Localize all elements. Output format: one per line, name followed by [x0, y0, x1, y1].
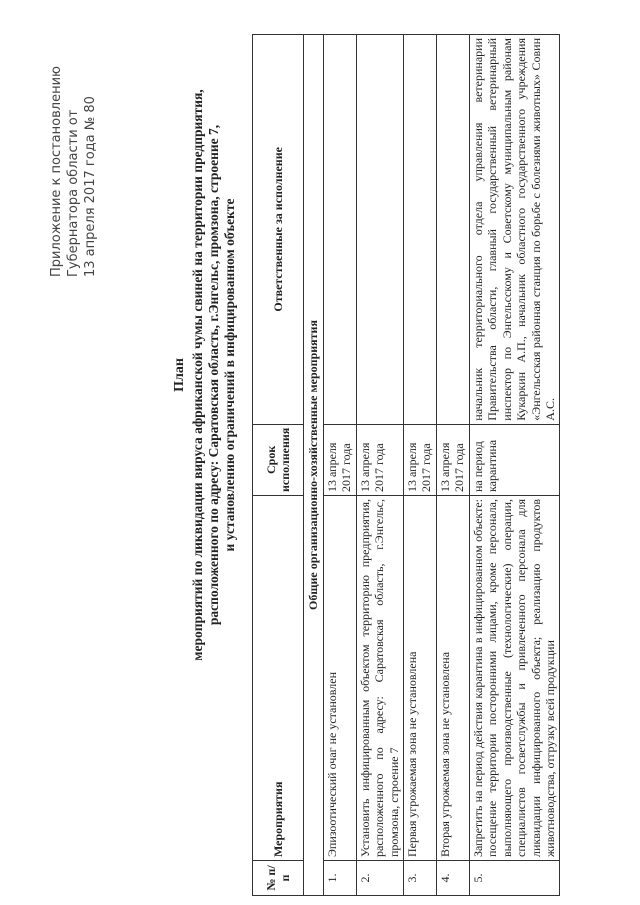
- row-due: 13 апреля 2017 года: [356, 424, 403, 495]
- title-line-2: расположенного по адресу: Саратовская область, г.Энгельс, промзона, строение 7,: [206, 124, 221, 626]
- appendix-line-3: 13 апреля 2017 года № 80: [83, 96, 98, 277]
- row-responsible: [323, 35, 356, 425]
- row-responsible: [356, 35, 403, 425]
- table-row: [469, 35, 559, 896]
- table-row: [403, 35, 436, 896]
- appendix-note: [48, 7, 99, 277]
- row-action: Установить инфицированным объектом территорию предприятия, расположенного по адресу: Саратовская область, г.Энгельс, промзона, строение 7: [356, 496, 403, 861]
- row-responsible: начальник территориального отдела управления ветеринарии Правительства области, главный государственный ветеринарный инспектор по Энгельсскому и Советскому муниципальным районам Кукаркин А.П., начальник областного государственного учреждения «Энгельсская районная станция по борьбе с болезнями животных» Совин А.С.: [469, 35, 559, 425]
- table-row: [323, 35, 356, 896]
- header-num: № п/п: [253, 861, 304, 896]
- header-due: Срок исполнения: [253, 424, 304, 495]
- plan-table: [252, 34, 560, 896]
- row-responsible: [403, 35, 436, 425]
- row-action: Первая угрожаемая зона не установлена: [403, 496, 436, 861]
- row-action: Вторая угрожаемая зона не установлена: [436, 496, 469, 861]
- header-action: Мероприятия: [253, 496, 304, 861]
- table-row: [356, 35, 403, 896]
- row-due: 13 апреля 2017 года: [323, 424, 356, 495]
- row-num: 2.: [356, 861, 403, 896]
- section-title: Общие организационно-хозяйственные мероприятия: [304, 35, 324, 896]
- table-row: [436, 35, 469, 896]
- title-line-3: и установлению ограничений в инфицированном объекте: [222, 198, 237, 552]
- header-responsible: Ответственные за исполнение: [253, 35, 304, 425]
- table-header-row: [253, 35, 304, 896]
- row-num: 1.: [323, 861, 356, 896]
- document-title: [172, 0, 238, 755]
- row-action: Эпизоотический очаг не установлен: [323, 496, 356, 861]
- title-heading: План: [172, 358, 187, 392]
- section-row: [304, 35, 324, 896]
- row-responsible: [436, 35, 469, 425]
- appendix-line-1: Приложение к постановлению: [49, 66, 64, 277]
- row-num: 3.: [403, 861, 436, 896]
- row-due: 13 апреля 2017 года: [436, 424, 469, 495]
- row-due: 13 апреля 2017 года: [403, 424, 436, 495]
- row-action: Запретить на период действия карантина в инфицированном объекте: посещение территории посторонними лицами, кроме персонала, выполняющего производственные (технологические) операции, специалистов госветслужбы и привлеченного персонала для ликвидации инфицированного объекта; реализацию продуктов животноводства, отгрузку всей продукции: [469, 496, 559, 861]
- appendix-line-2: Губернатора области от: [66, 109, 81, 277]
- row-due: на период карантина: [469, 424, 559, 495]
- row-num: 5.: [469, 861, 559, 896]
- row-num: 4.: [436, 861, 469, 896]
- title-line-1: мероприятий по ликвидации вируса африканской чумы свиней на территории предприятия,: [190, 89, 205, 661]
